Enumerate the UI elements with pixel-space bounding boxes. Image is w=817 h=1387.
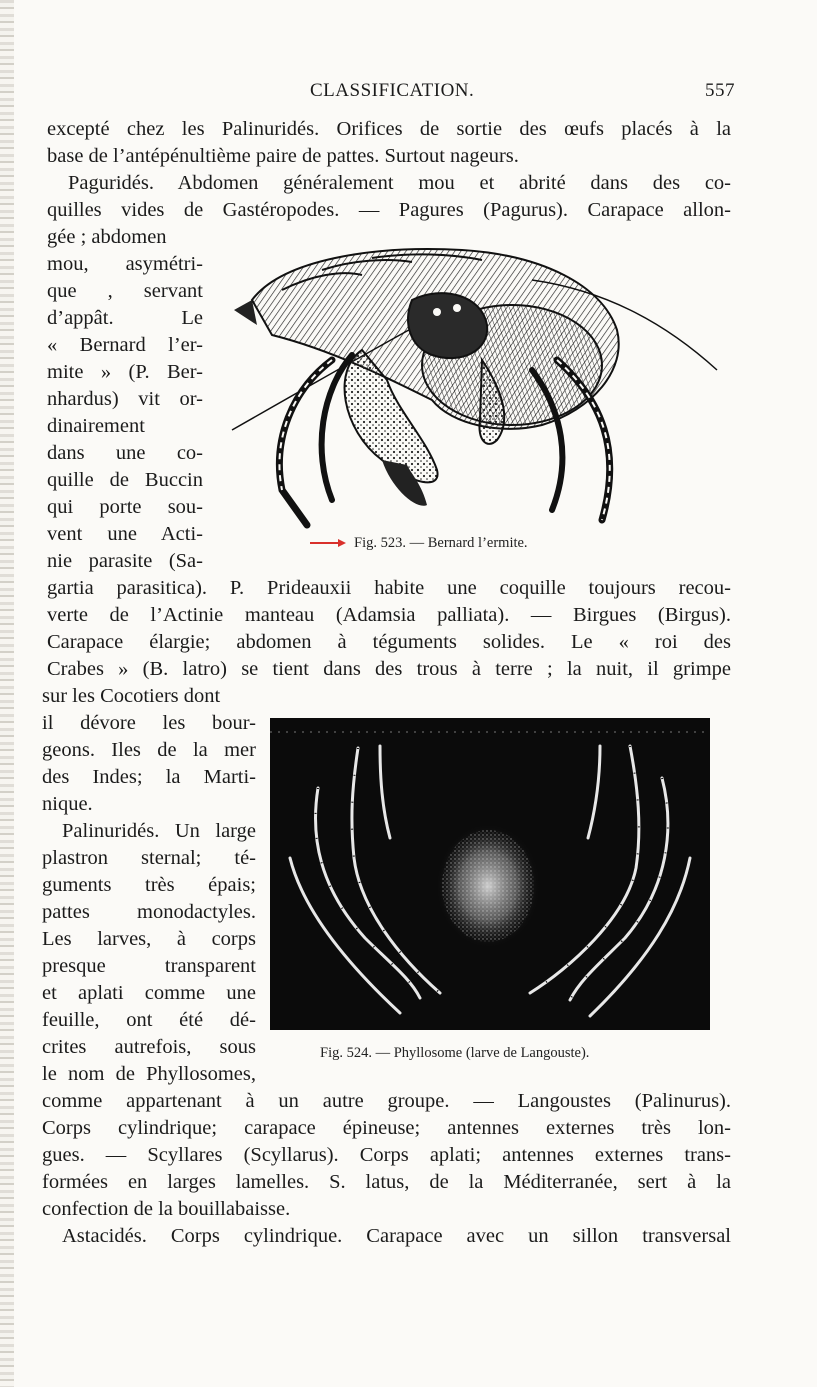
text-line: plastron sternal; té- xyxy=(42,847,256,869)
text-line: que , servant xyxy=(47,280,203,302)
text-line: base de l’antépénultième paire de pattes. Surtout nageurs. xyxy=(47,145,519,167)
text-line: quille de Buccin xyxy=(47,469,203,491)
text-line: gée ; abdomen xyxy=(47,226,167,248)
text-line: verte de l’Actinie manteau (Adamsia palliata). — Birgues (Birgus). xyxy=(47,604,731,626)
text-line: geons. Iles de la mer xyxy=(42,739,256,761)
text-line: pattes monodactyles. xyxy=(42,901,256,923)
text-line: mou, asymétri- xyxy=(47,253,203,275)
text-line: dinairement xyxy=(47,415,145,437)
text-line: Paguridés. Abdomen généralement mou et abrité dans des co- xyxy=(68,172,731,194)
figure-caption: Fig. 523. — Bernard l’ermite. xyxy=(354,535,528,551)
text-line: feuille, ont été dé- xyxy=(42,1009,256,1031)
text-line: Corps cylindrique; carapace épineuse; antennes externes très lon- xyxy=(42,1117,731,1139)
phyllosome-figure xyxy=(270,718,710,1030)
page-binding-edge xyxy=(0,0,14,1387)
text-line: dans une co- xyxy=(47,442,203,464)
text-line: quilles vides de Gastéropodes. — Pagures (Pagurus). Carapace allon- xyxy=(47,199,731,221)
text-line: guments très épais; xyxy=(42,874,256,896)
text-line: formées en larges lamelles. S. latus, de la Méditerranée, sert à la xyxy=(42,1171,731,1193)
text-line: excepté chez les Palinuridés. Orifices de sortie des œufs placés à la xyxy=(47,118,731,140)
figure-caption: Fig. 524. — Phyllosome (larve de Langouste). xyxy=(320,1045,590,1061)
phyllosome-illustration xyxy=(270,718,710,1030)
text-line: Palinuridés. Un large xyxy=(62,820,256,842)
text-line: vent une Acti- xyxy=(47,523,203,545)
hermit-crab-figure xyxy=(212,240,732,530)
page-number: 557 xyxy=(705,80,735,101)
text-line: et aplati comme une xyxy=(42,982,256,1004)
text-line: nhardus) vit or- xyxy=(47,388,203,410)
text-line: sur les Cocotiers dont xyxy=(42,685,221,707)
text-line: nie parasite (Sa- xyxy=(47,550,203,572)
text-line: Les larves, à corps xyxy=(42,928,256,950)
text-line: d’appât. Le xyxy=(47,307,203,329)
text-line: confection de la bouillabaisse. xyxy=(42,1198,291,1220)
running-title: CLASSIFICATION. xyxy=(310,80,475,101)
running-header xyxy=(310,80,735,104)
text-line: crites autrefois, sous xyxy=(42,1036,256,1058)
text-line: « Bernard l’er- xyxy=(47,334,203,356)
text-line: il dévore les bour- xyxy=(42,712,256,734)
text-line: Crabes » (B. latro) se tient dans des trous à terre ; la nuit, il grimpe xyxy=(47,658,731,680)
text-line: Carapace élargie; abdomen à téguments solides. Le « roi des xyxy=(47,631,731,653)
text-line: qui porte sou- xyxy=(47,496,203,518)
text-line: nique. xyxy=(42,793,93,815)
text-line: comme appartenant à un autre groupe. — Langoustes (Palinurus). xyxy=(42,1090,731,1112)
hermit-crab-illustration xyxy=(212,240,732,530)
text-line: le nom de Phyllosomes, xyxy=(42,1063,256,1085)
text-line: Astacidés. Corps cylindrique. Carapace avec un sillon transversal xyxy=(62,1225,731,1247)
text-line: presque transparent xyxy=(42,955,256,977)
text-line: gues. — Scyllares (Scyllarus). Corps aplati; antennes externes trans- xyxy=(42,1144,731,1166)
arrow-icon xyxy=(310,538,346,548)
text-line: des Indes; la Marti- xyxy=(42,766,256,788)
text-line: mite » (P. Ber- xyxy=(47,361,203,383)
text-line: gartia parasitica). P. Prideauxii habite une coquille toujours recou- xyxy=(47,577,731,599)
